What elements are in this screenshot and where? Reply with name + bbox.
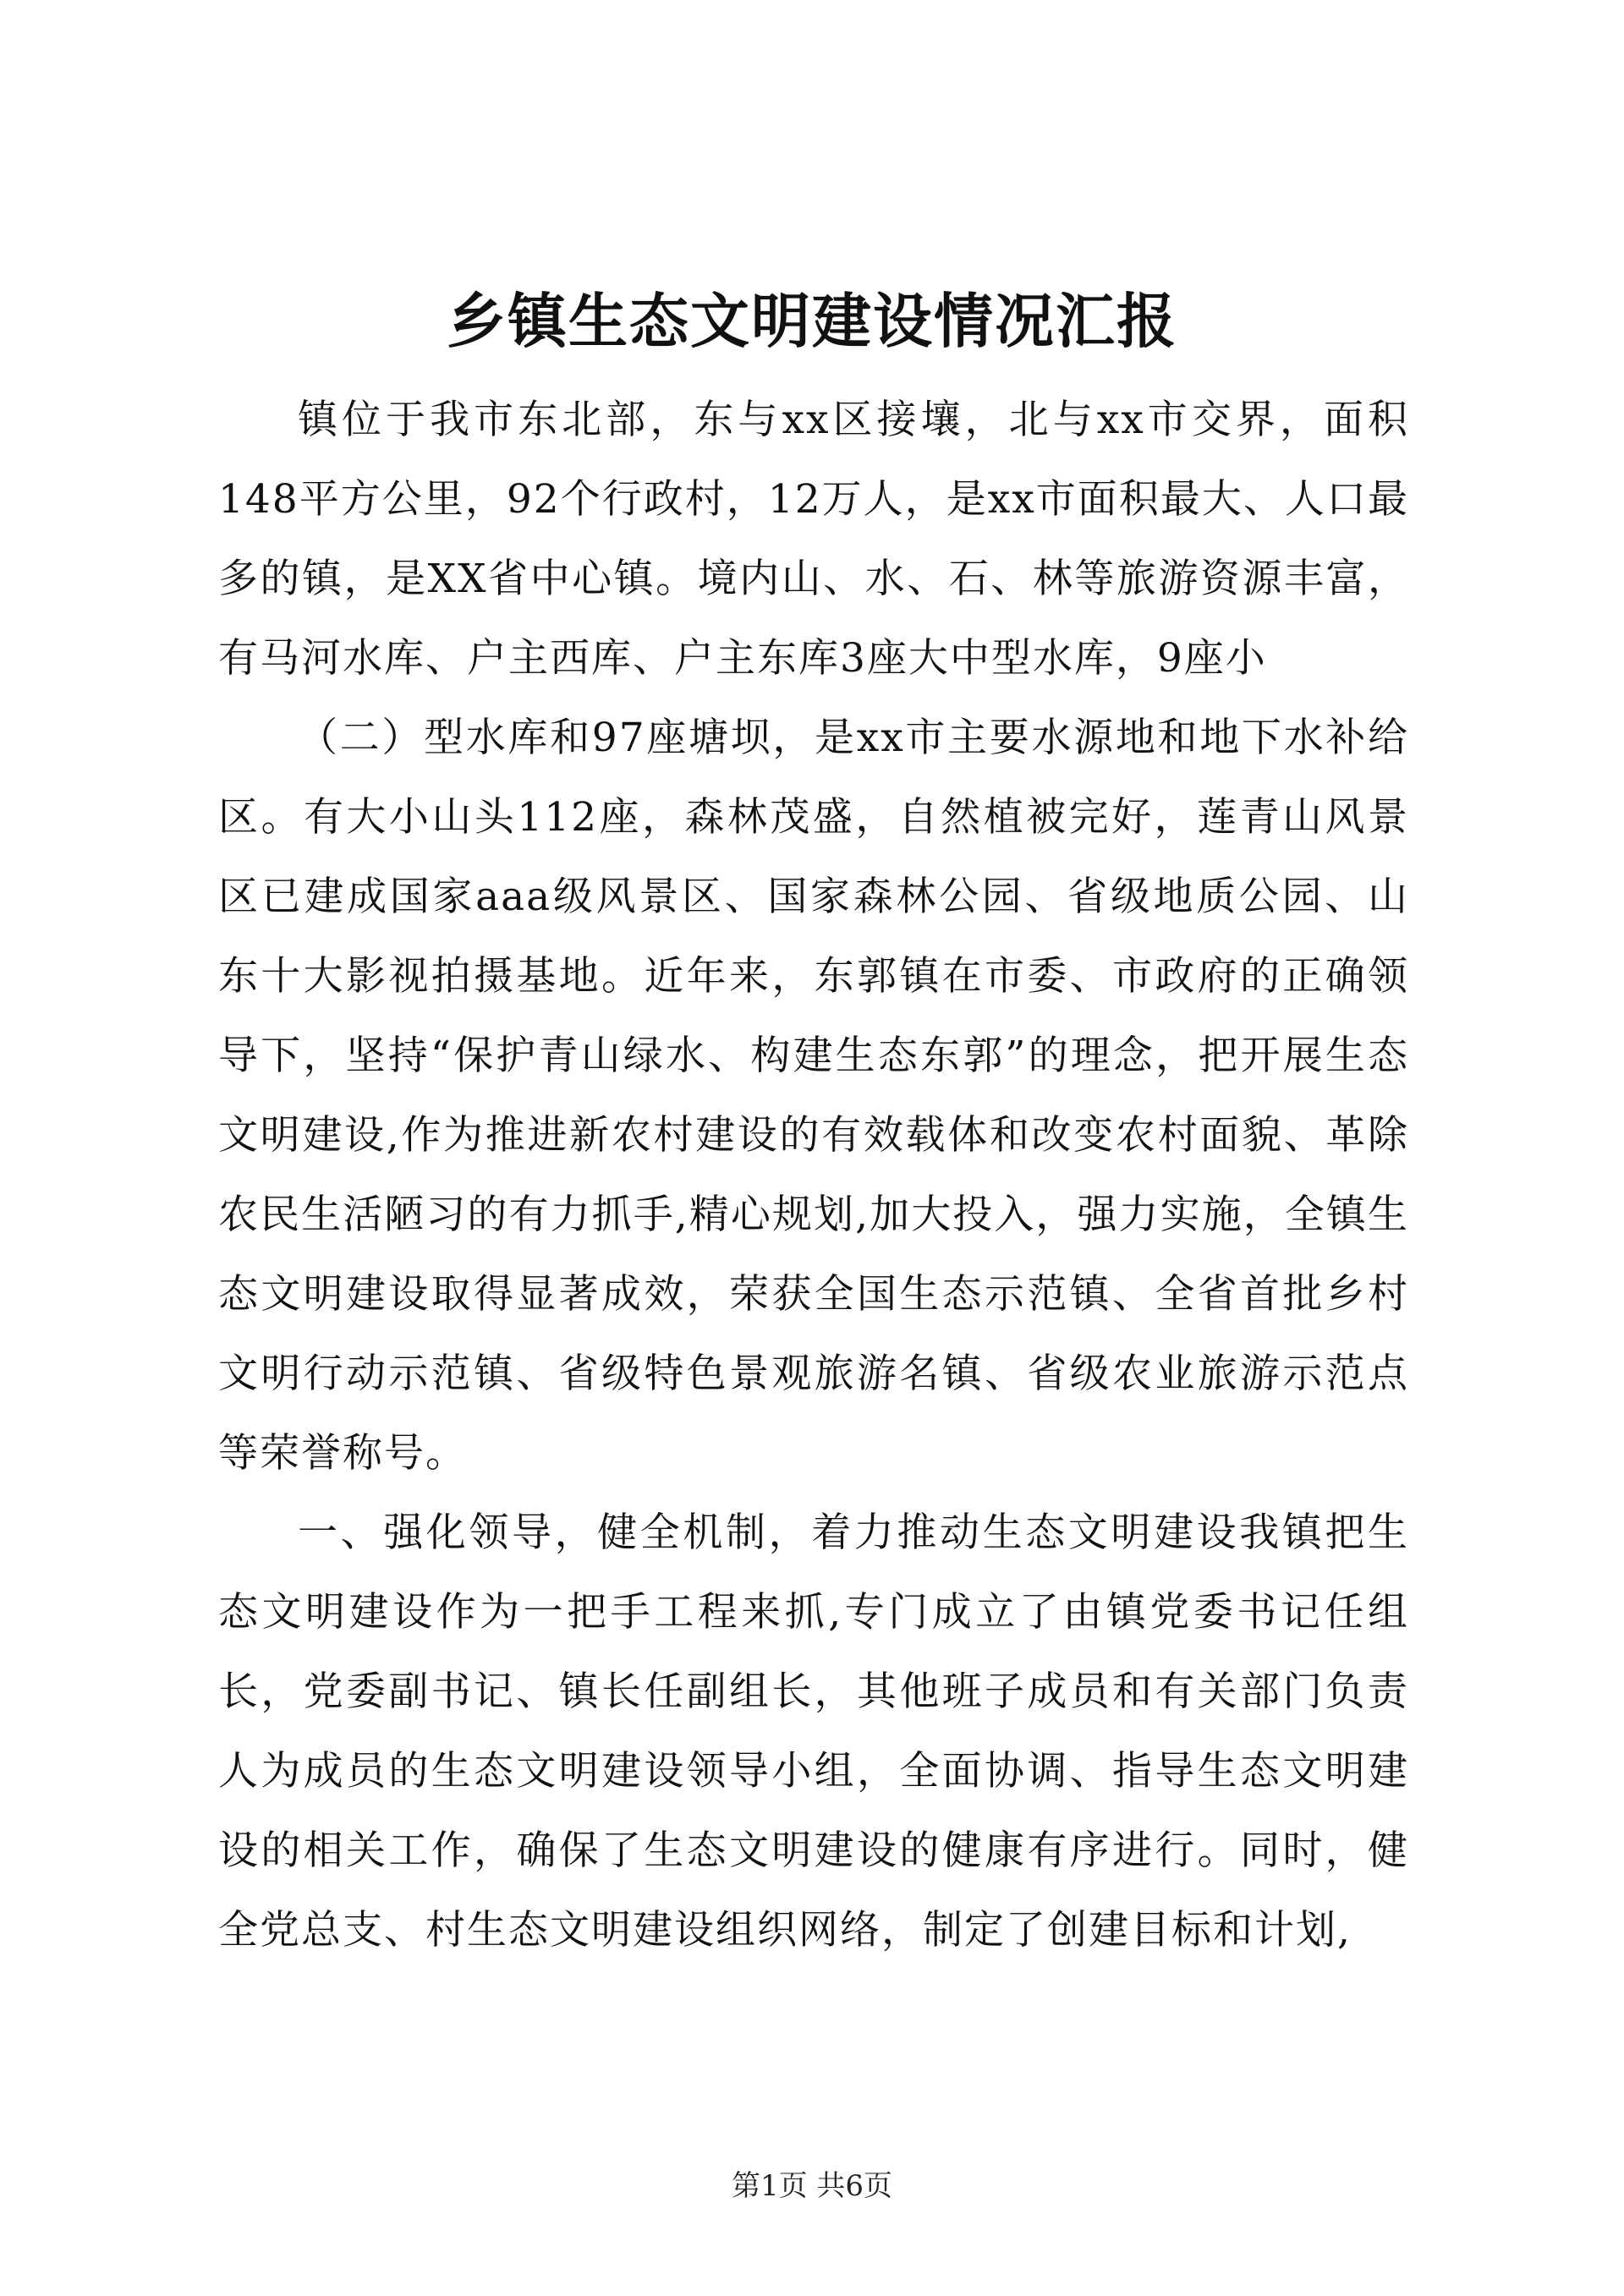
page-number-footer: 第1页 共6页 — [731, 2169, 893, 2203]
paragraph-section-one: 一、强化领导，健全机制，着力推动生态文明建设我镇把生态文明建设作为一把手工程来抓,专门成立了由镇党委书记任组长，党委副书记、镇长任副组长，其他班子成员和有关部门负责人为成员的生态文明建设领导小组，全面协调、指导生态文明建设的相关工作，确保了生态文明建设的健康有序进行。同时，健全党总支、村生态文明建设组织网络，制定了创建目标和计划, — [218, 1510, 1409, 1954]
paragraph-overview: （二）型水库和97座塘坝，是xx市主要水源地和地下水补给区。有大小山头112座，森林茂盛，自然植被完好，莲青山风景区已建成国家aaa级风景区、国家森林公园、省级地质公园、山东十大影视拍摄基地。近年来，东郭镇在市委、市政府的正确领导下，坚持“保护青山绿水、构建生态东郭”的理念，把开展生态文明建设,作为推进新农村建设的有效载体和改变农村面貌、革除农民生活陋习的有力抓手,精心规划,加大投入，强力实施，全镇生态文明建设取得显著成效，荣获全国生态示范镇、全省首批乡村文明行动示范镇、省级特色景观旅游名镇、省级农业旅游示范点等荣誉称号。 — [218, 715, 1409, 1477]
document-body — [218, 381, 1409, 1970]
paragraph-intro: 镇位于我市东北部，东与xx区接壤，北与xx市交界，面积148平方公里，92个行政村，12万人，是xx市面积最大、人口最多的镇，是XX省中心镇。境内山、水、石、林等旅游资源丰富，有马河水库、户主西库、户主东库3座大中型水库，9座小 — [218, 397, 1409, 682]
document-title: 乡镇生态文明建设情况汇报 — [447, 286, 1177, 356]
